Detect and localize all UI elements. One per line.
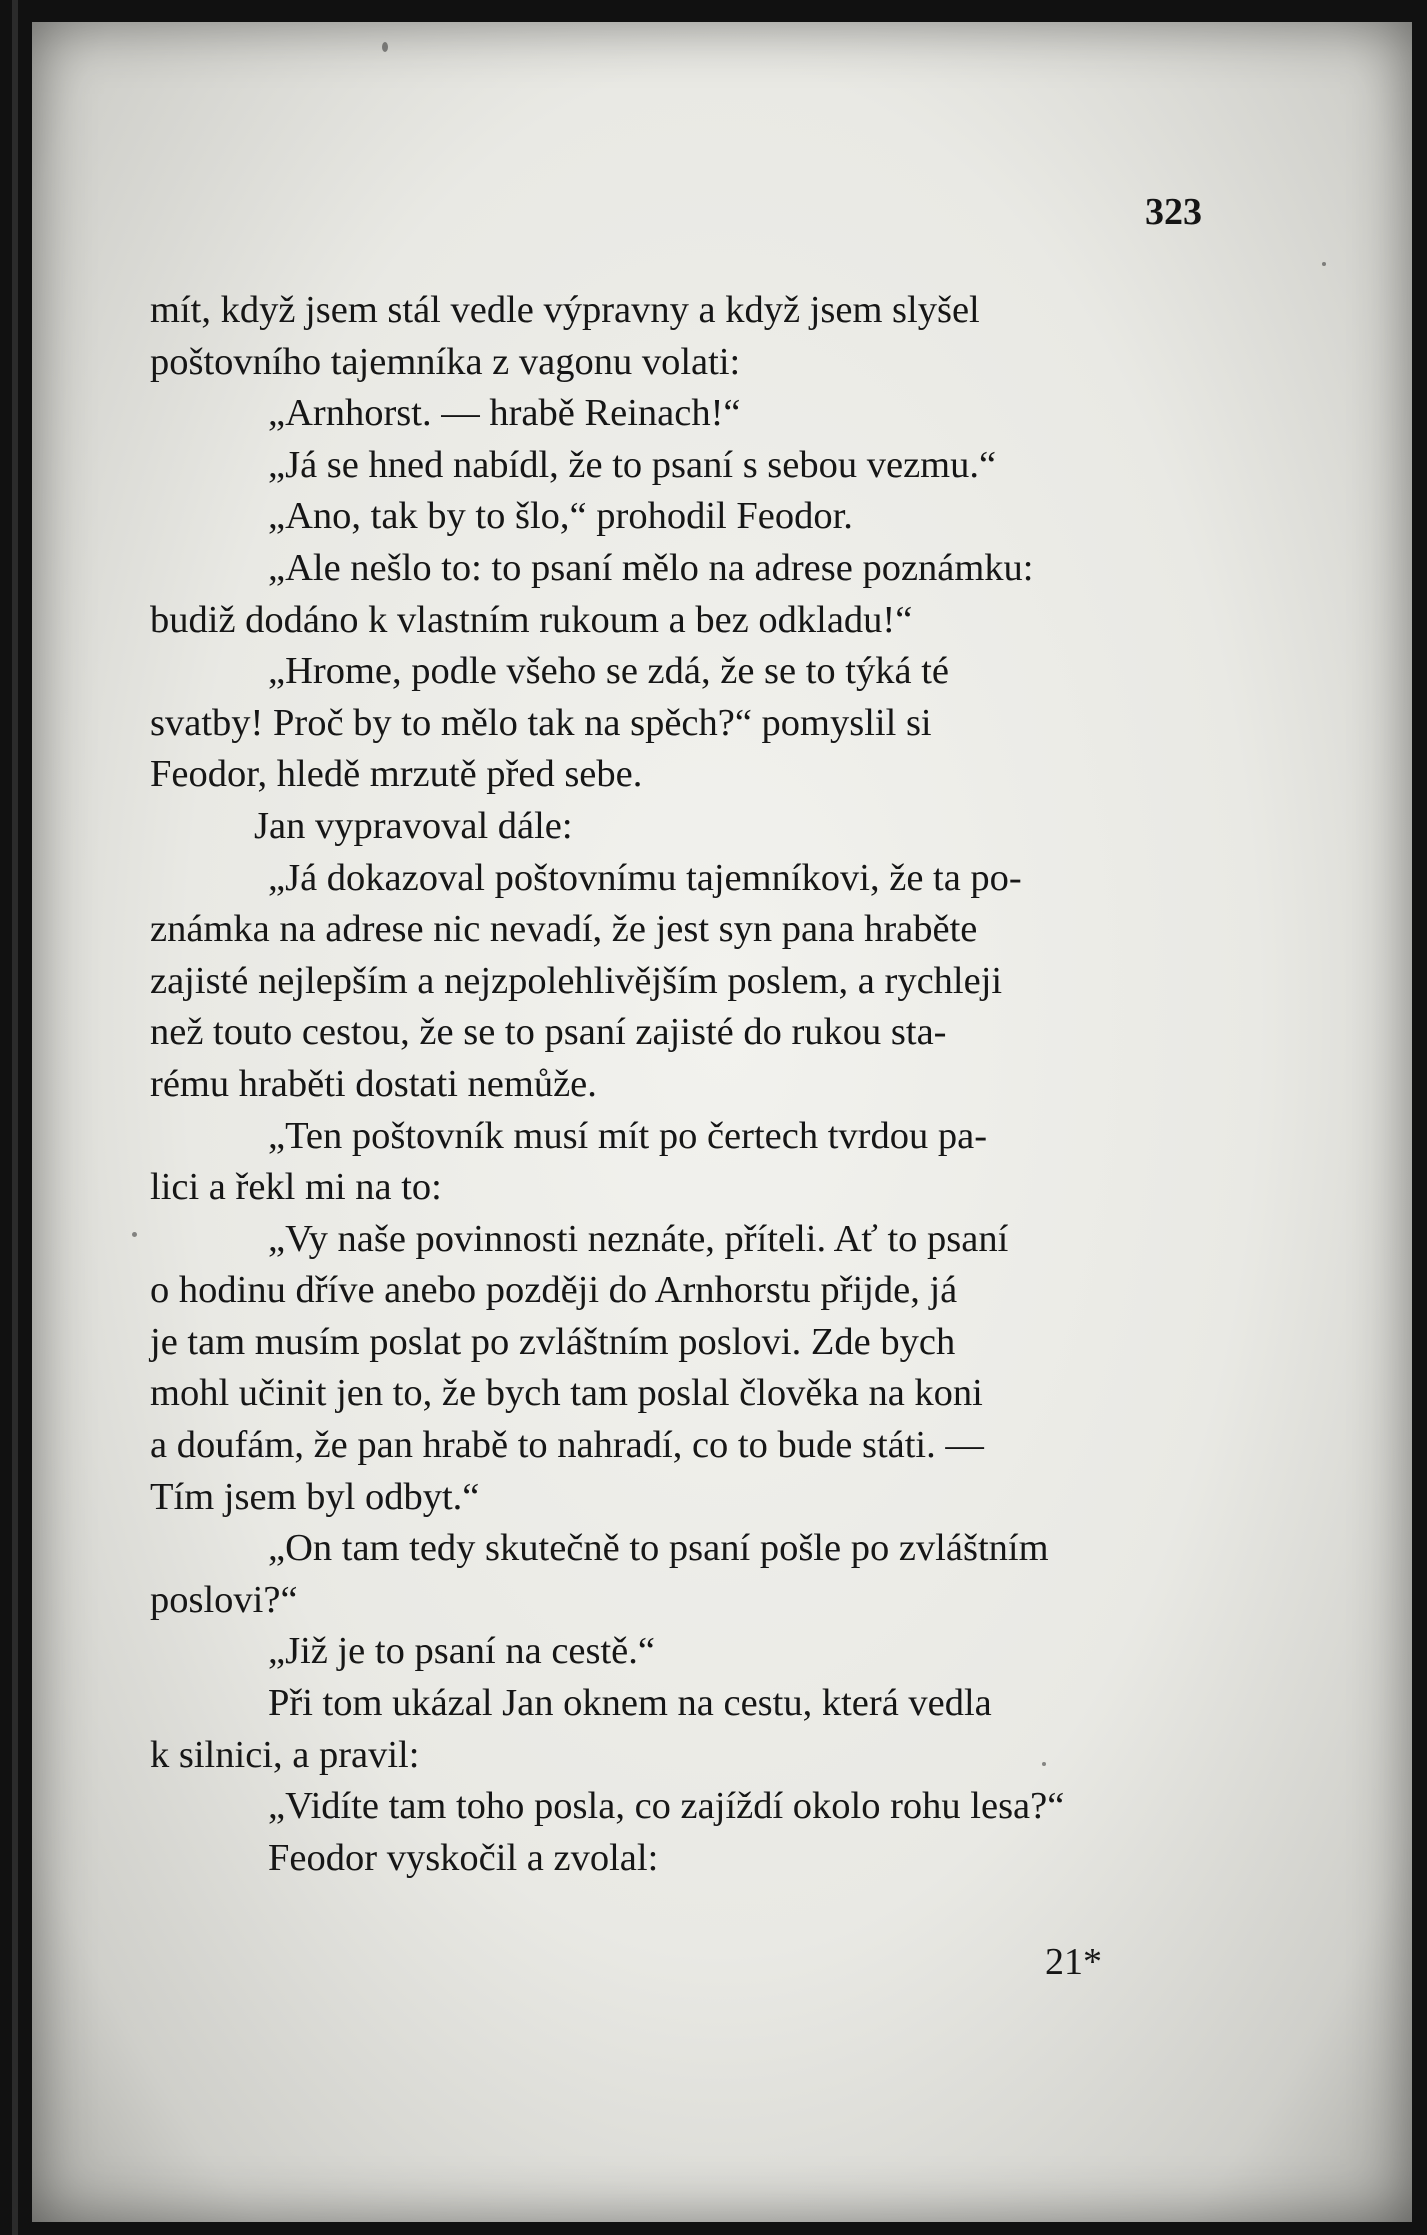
paragraph: Feodor vyskočil a zvolal: <box>268 1836 659 1879</box>
paragraph: Při tom ukázal Jan oknem na cestu, která vedla k silnici, a pravil: <box>150 1682 992 1776</box>
paragraph: „On tam tedy skutečně to psaní pošle po zvláštním poslovi?“ <box>150 1527 1049 1621</box>
paragraph: „Vidíte tam toho posla, co zajíždí okolo rohu lesa?“ <box>268 1785 1065 1828</box>
paragraph: „Ten poštovník musí mít po čertech tvrdou pa- lici a řekl mi na to: <box>150 1114 988 1209</box>
scan-speck <box>1322 262 1326 266</box>
paragraph: „Ale nešlo to: to psaní mělo na adrese poznámku: budiž dodáno k vlastním rukoum a bez odkladu!“ <box>150 546 1034 641</box>
scan-speck <box>382 42 388 52</box>
paragraph: „Já dokazoval poštovnímu tajemníkovi, že ta po- známka na adrese nic nevadí, že jest syn pana hraběte zajisté nejlepším a nejzpolehlivějším poslem, a rychleji než touto cestou, že se to psaní zajisté do rukou sta- rému hraběti dostati nemůže. <box>150 856 1022 1105</box>
book-spine-edge <box>12 0 18 2235</box>
paragraph: „Arnhorst. — hrabě Reinach!“ <box>268 392 741 435</box>
paragraph: mít, když jsem stál vedle výpravny a když jsem slyšel poštovního tajemníka z vagonu volati: <box>150 289 980 383</box>
printer-signature-mark: 21* <box>1045 1941 1102 1983</box>
page-number: 323 <box>1145 191 1202 233</box>
paragraph: „Ano, tak by to šlo,“ prohodil Feodor. <box>268 495 853 538</box>
paragraph: „Hrome, podle všeho se zdá, že se to týká té svatby! Proč by to mělo tak na spěch?“ pomyslil si Feodor, hledě mrzutě před sebe. <box>150 650 949 796</box>
paragraph: „Již je to psaní na cestě.“ <box>268 1630 655 1673</box>
body-text <box>150 285 1205 1884</box>
paragraph: Jan vypravoval dále: <box>254 804 573 847</box>
paragraph: „Vy naše povinnosti neznáte, příteli. Ať to psaní o hodinu dříve anebo později do Arnhorstu přijde, já je tam musím poslat po zvláštním poslovi. Zde bych mohl učinit jen to, že bych tam poslal člověka na koni a doufám, že pan hrabě to nahradí, co to bude státi. — Tím jsem byl odbyt.“ <box>150 1217 1009 1518</box>
paragraph: „Já se hned nabídl, že to psaní s sebou vezmu.“ <box>268 443 997 486</box>
scan-speck <box>132 1232 137 1237</box>
